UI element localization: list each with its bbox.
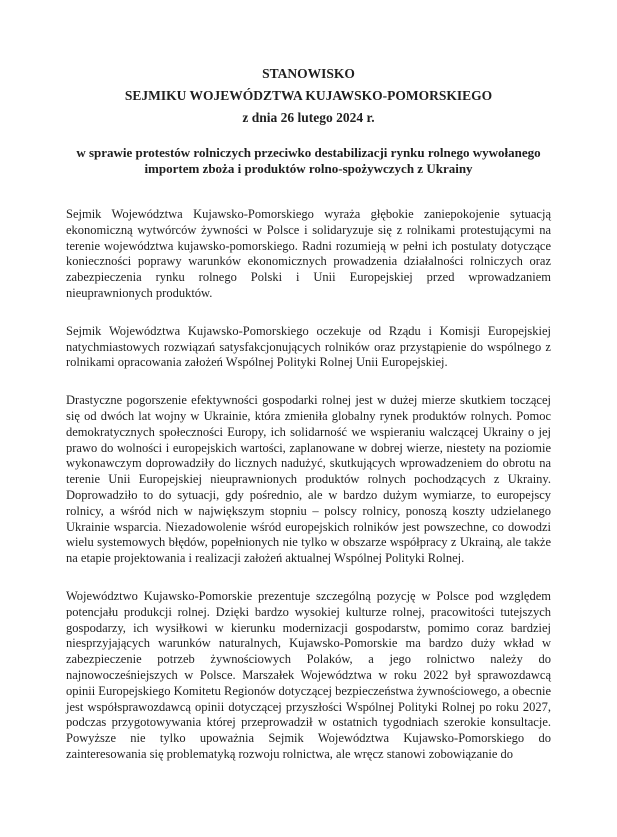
document-authority: SEJMIKU WOJEWÓDZTWA KUJAWSKO-POMORSKIEGO: [124, 88, 493, 103]
paragraph-war-impact: Drastyczne pogorszenie efektywności gospodarki rolnej jest w dużej mierze skutkiem toczącej się od dwóch lat wojny w Ukrainie, która zmieniła globalny rynek produktów rolnych. Pomoc demokratycznych społeczności Europy, ich solidarność we wspieraniu walczącej Ukrainy o jej prawo do wolności i europejskich wartości, zaplanowane w dobrej wierze, niestety na poziomie wykonawczym doprowadziły do licznych nadużyć, skutkujących wprowadzeniem do obrotu na terenie Unii Europejskiej nieuprawnionych produktów rolnych pochodzących z Ukrainy. Doprowadziło to do sytuacji, gdy pośrednio, ale w bardzo dużym wymiarze, to europejscy rolnicy, a wśród nich w największym stopniu – polscy rolnicy, ponoszą koszty udzielanego Ukrainie wsparcia. Niezadowolenie wśród europejskich rolników jest powszechne, co dowodzi wielu systemowych błędów, popełnionych nie tylko w obszarze współpracy z Ukrainą, ale także na etapie projektowania i realizacji założeń aktualnej Wspólnej Polityki Rolnej.: [66, 393, 551, 566]
document-header: [66, 63, 551, 129]
paragraph-solidarity: Sejmik Województwa Kujawsko-Pomorskiego wyraża głębokie zaniepokojenie sytuacją ekonomiczną wytwórców żywności w Polsce i solidaryzuje się z rolnikami protestującymi na terenie województwa kujawsko-pomorskiego. Radni rozumieją w pełni ich postulaty dotyczące konieczności poprawy warunków ekonomicznych prowadzenia działalności rolniczych oraz zabezpieczenia rynku rolnego Polski i Unii Europejskiej przed wprowadzaniem nieuprawnionych produktów.: [66, 207, 551, 300]
document-date: z dnia 26 lutego 2024 r.: [242, 110, 375, 125]
document-body: [66, 207, 551, 763]
document-subject: w sprawie protestów rolniczych przeciwko destabilizacji rynku rolnego wywołanego importem zboża i produktów rolno-spożywczych z Ukrainy: [76, 145, 541, 176]
document-type-title: STANOWISKO: [262, 66, 355, 81]
paragraph-expectations: Sejmik Województwa Kujawsko-Pomorskiego oczekuje od Rządu i Komisji Europejskiej natychmiastowych rozwiązań satysfakcjonujących rolników oraz przystąpienie do wspólnego z rolnikami opracowania założeń Wspólnej Polityki Rolnej Unii Europejskiej.: [66, 323, 551, 370]
paragraph-region-position: Województwo Kujawsko-Pomorskie prezentuje szczególną pozycję w Polsce pod względem potencjału produkcji rolnej. Dzięki bardzo wysokiej kulturze rolnej, pracowitości tutejszych gospodarzy, ich wysiłkowi w kierunku modernizacji gospodarstw, pomimo coraz bardziej niesprzyjających warunków naturalnych, Kujawsko-Pomorskie ma bardzo duży wkład w zabezpieczenie potrzeb żywnościowych Polaków, a jego rolnictwo należy do najnowocześniejszych w Polsce. Marszałek Województwa w roku 2022 był sprawozdawcą opinii Europejskiego Komitetu Regionów dotyczącej bezpieczeństwa żywnościowego, a obecnie jest współsprawozdawcą opinii dotyczącej przyszłości Wspólnej Polityki Rolnej po roku 2027, podczas przygotowywania której przeprowadził w ostatnich tygodniach szerokie konsultacje. Powyższe nie tylko upoważnia Sejmik Województwa Kujawsko-Pomorskiego do zainteresowania się problematyką rozwoju rolnictwa, ale wręcz stanowi zobowiązanie do: [66, 588, 551, 761]
